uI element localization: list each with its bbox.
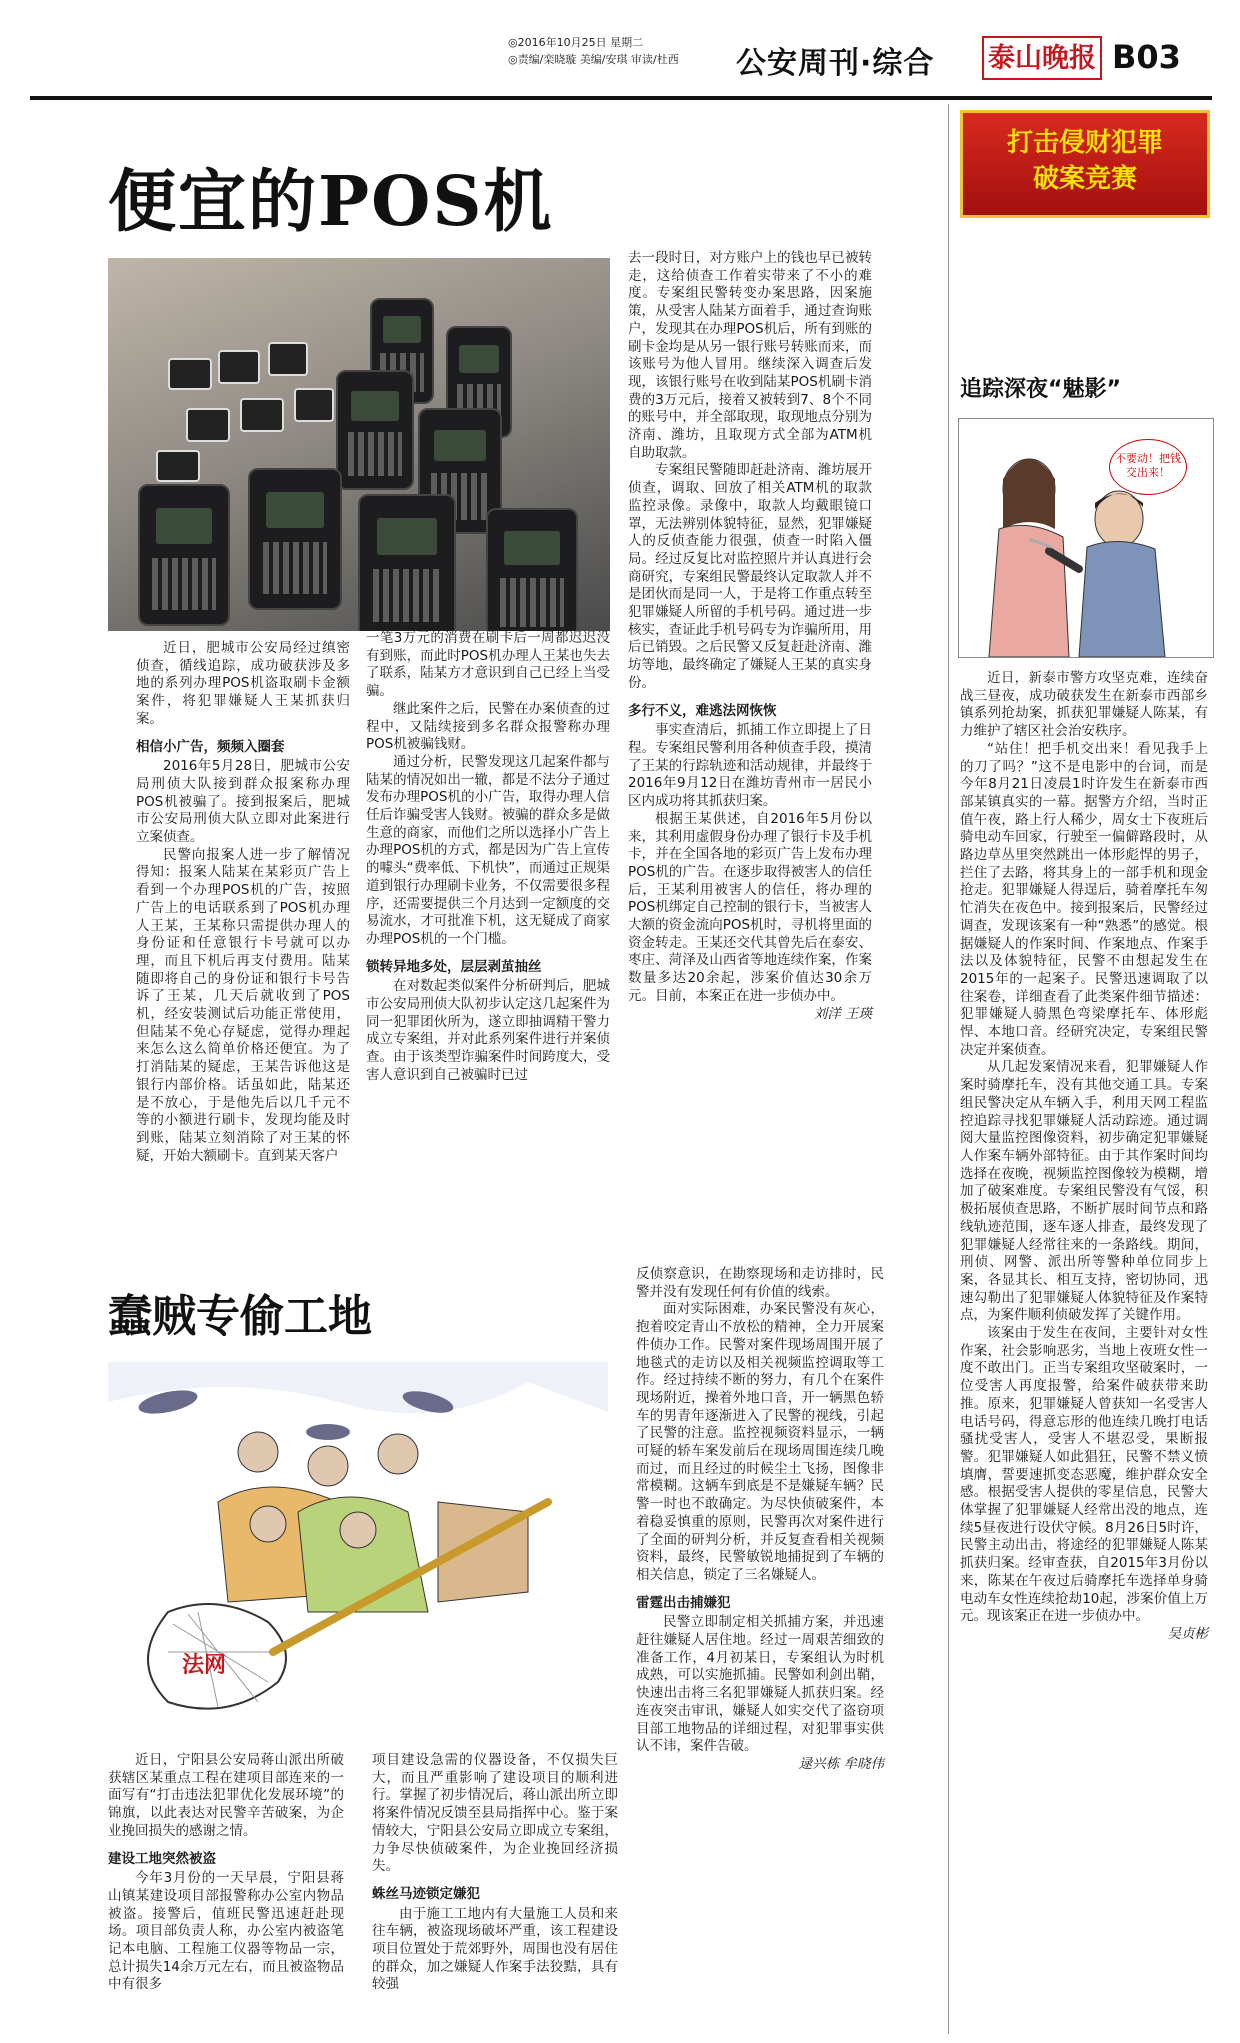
story3-headline: 蠢贼专偷工地 <box>108 1291 372 1342</box>
paragraph: 2016年5月28日，肥城市公安局刑侦大队接到群众报案称办理POS机被骗了。接到报案后，肥城市公安局刑侦大队立即对此案进行立案侦查。 <box>136 758 350 846</box>
pos-device <box>248 468 342 610</box>
paragraph: 反侦察意识，在勘察现场和走访排时，民警并没有发现任何有价值的线索。 <box>636 1266 884 1300</box>
paragraph: 今年3月份的一天早晨，宁阳县蒋山镇某建设项目部报警称办公室内物品被盗。接警后，值班民警迅速赶赴现场。项目部负责人称，办公室内被盗笔记本电脑、工程施工仪器等物品一宗，总计损失14余万元左右，而且被盗物品中有很多 <box>108 1870 344 1993</box>
paragraph: 近日，新泰市警方攻坚克难，连续奋战三昼夜，成功破获发生在新泰市西部乡镇系列抢劫案，抓获犯罪嫌疑人陈某，有力维护了辖区社会治安秩序。 <box>960 670 1208 740</box>
robbery-cartoon <box>958 418 1214 658</box>
story3-column-1 <box>108 1752 344 1994</box>
card-reader <box>294 388 334 422</box>
page-number: B03 <box>1112 38 1181 76</box>
net-label: 法网 <box>182 1653 227 1678</box>
card-reader <box>186 408 230 442</box>
paragraph: 近日，宁阳县公安局蒋山派出所破获辖区某重点工程在建项目部连来的一面写有“打击违法犯罪优化发展环境”的锦旗，以此表达对民警辛苦破案，为企业挽回损失的感谢之情。 <box>108 1752 344 1839</box>
paragraph: 专案组民警随即赶赴济南、潍坊展开侦查，调取、回放了相关ATM机的取款监控录像。录像中，取款人均戴眼镜口罩，无法辨别体貌特征，显然，犯罪嫌疑人的反侦查能力很强，侦查一时陷入僵局。经过反复比对监控照片并认真进行会商研究，专案组民警最终认定取款人并不是团伙而是同一人，于是将工作重点转至犯罪嫌疑人所留的手机号码。通过进一步核实，查证此手机号码专为诈骗所用，用后已销毁。之后民警又反复赶赴济南、潍坊等地，最终确定了嫌疑人王某的真实身份。 <box>628 462 872 691</box>
paragraph: 去一段时日，对方账户上的钱也早已被转走，这给侦查工作着实带来了不小的难度。专案组民警转变办案思路，因案施策，从受害人陆某方面着手，通过查询账户，发现其在办理POS机后，所有到账的刷卡金均是从另一银行账号转账而来，而该账号为他人冒用。继续深入调查后发现，该银行账号在收到陆某POS机刷卡消费的3万元后，接着又被转到7、8个不同的账号中，并全部取现，取现地点分别为济南、潍坊，且取现方式全部为ATM机自助取款。 <box>628 250 872 461</box>
paragraph: 面对实际困难，办案民警没有灰心，抱着咬定青山不放松的精神，全力开展案件侦办工作。民警对案件现场周围开展了地毯式的走访以及相关视频监控调取等工作。经过持续不断的努力，有几个在案件现场附近，操着外地口音，开一辆黑色轿车的男青年逐渐进入了民警的视线，引起了民警的注意。监控视频资料显示，一辆可疑的轿车案发前后在现场周围连续几晚而过，而且经过的时候尘土飞扬，图像非常模糊。这辆车到底是不是嫌疑车辆？民警一时也不敢确定。为尽快侦破案件，本着稳妥慎重的原则，民警再次对案件进行了全面的研判分析，并反复查看相关视频资料，最终，民警敏锐地捕捉到了车辆的相关信息，锁定了三名嫌疑人。 <box>636 1301 884 1583</box>
subheading: 建设工地突然被盗 <box>108 1850 216 1867</box>
story2-headline: 追踪深夜“魅影” <box>960 377 1121 402</box>
card-reader <box>218 350 260 384</box>
banner-line2: 破案竞赛 <box>1032 164 1137 194</box>
date-line: ◎2016年10月25日 星期二 <box>508 36 644 49</box>
card-reader <box>168 358 212 390</box>
speech-bubble: 不要动！把钱交出来！ <box>1109 439 1187 495</box>
card-reader <box>240 398 284 432</box>
paragraph: 项目建设急需的仪器设备，不仅损失巨大，而且严重影响了建设项目的顺利进行。掌握了初步情况后，蒋山派出所立即将案件情况反馈至县局指挥中心。鉴于案情较大，宁阳县公安局立即成立专案组，力争尽快侦破案件，为企业挽回经济损失。 <box>372 1752 618 1875</box>
card-reader <box>268 342 308 376</box>
subheading: 雷霆出击捕嫌犯 <box>636 1594 731 1611</box>
thieves-net-illustration <box>108 1362 608 1740</box>
story1-column-1 <box>136 640 350 1165</box>
story3-column-2 <box>372 1752 618 1994</box>
paragraph: 根据王某供述，自2016年5月份以来，其利用虚假身份办理了银行卡及手机卡，并在全国各地的彩页广告上发布办理POS机的广告。在逐步取得被害人的信任后，王某利用被害人的信任，将办理的POS机绑定自己控制的银行卡，当被害人大额的资金流向POS机时，寻机将里面的资金转走。王某还交代其曾先后在泰安、枣庄、菏泽及山西省等地连续作案，作案数量多达20余起，涉案价值达30余万元。目前，本案正在进一步侦办中。 <box>628 810 872 1004</box>
newspaper-logo: 泰山晚报 <box>982 36 1102 80</box>
card-reader <box>156 450 200 482</box>
campaign-banner <box>960 110 1210 218</box>
net-cartoon <box>108 1362 608 1740</box>
byline: 刘洋 王瑛 <box>813 1005 872 1022</box>
pos-device <box>486 508 578 631</box>
banner-line1: 打击侵财犯罪 <box>1006 128 1163 158</box>
paragraph: 由于施工工地内有大量施工人员和来往车辆，被盗现场破坏严重，该工程建设项目位置处于荒郊野外，周围也没有居住的群众，加之嫌疑人作案手法狡黠，具有较强 <box>372 1905 618 1993</box>
subheading: 锁转异地多处，层层剥茧抽丝 <box>366 958 542 975</box>
pos-device <box>336 370 414 490</box>
subheading: 多行不义，难逃法网恢恢 <box>628 702 777 719</box>
header-rule <box>30 96 1212 100</box>
header-info <box>508 34 722 68</box>
column-divider <box>948 104 949 2034</box>
paragraph: 民警立即制定相关抓捕方案，并迅速赶往嫌疑人居住地。经过一周艰苦细致的准备工作，4月初某日，专案组认为时机成熟，可以实施抓捕。民警如利剑出鞘，快速出击将三名犯罪嫌疑人抓获归案。经连夜突击审讯，嫌疑人如实交代了盗窃项目部工地物品的详细过程，对犯罪事实供认不讳，案件告破。 <box>636 1614 884 1755</box>
paragraph: 继此案件之后，民警在办案侦查的过程中，又陆续接到多名群众报警称办理POS机被骗钱财。 <box>366 700 610 753</box>
story1-headline: 便宜的POS机 <box>108 162 554 242</box>
story2-body <box>960 670 1208 1644</box>
paragraph: 近日，肥城市公安局经过缜密侦查，循线追踪，成功破获涉及多地的系列办理POS机盗取刷卡金额案件，将犯罪嫌疑人王某抓获归案。 <box>136 640 350 727</box>
section-title: 公安周刊·综合 <box>736 46 935 81</box>
paragraph: 一笔3万元的消费在刷卡后一周都迟迟没有到账，而此时POS机办理人王某也失去了联系，陆某方才意识到自己已经上当受骗。 <box>366 630 610 700</box>
paragraph: “站住！把手机交出来！看见我手上的刀了吗？”这不是电影中的台词，而是今年8月21日凌晨1时许发生在新泰市西部某镇真实的一幕。据警方介绍，当时正值午夜，路上行人稀少，周女士下夜班后骑电动车回家，行驶至一偏僻路段时，从路边草丛里突然跳出一体形彪悍的男子，拦住了去路，将其身上的一部手机和现金抢走。犯罪嫌疑人得逞后，骑着摩托车匆忙消失在夜色中。接到报案后，民警经过调查，发现该案有一种“熟悉”的感觉。根据嫌疑人的作案时间、作案地点、作案手法以及体貌特征，民警不由想起发生在2015年的一起案子。民警迅速调取了以往案卷，详细查看了此类案件细节描述：犯罪嫌疑人骑黑色弯梁摩托车、体形彪悍、本地口音。经研究决定，专案组民警决定并案侦查。 <box>960 740 1208 1058</box>
pos-device <box>138 484 230 626</box>
paragraph: 该案由于发生在夜间，主要针对女性作案，社会影响恶劣，当地上夜班女性一度不敢出门。正当专案组攻坚破案时，一位受害人再度报警，给案件破获带来助推。原来，犯罪嫌疑人曾获知一名受害人电话号码，得意忘形的他连续几晚打电话骚扰受害人，受害人不堪忍受，果断报警。犯罪嫌疑人如此猖狂，民警不禁义愤填膺，誓要速抓变态恶魔，维护群众安全感。根据受害人提供的零星信息，民警大体掌握了犯罪嫌疑人经常出没的地点，连续5昼夜进行设伏守候。8月26日5时许，民警主动出击，将途经的犯罪嫌疑人陈某抓获归案。经审查获，自2015年3月份以来，陈某在午夜过后骑摩托车选择单身骑电动车女性连续抢劫10起，涉案价值上万元。现该案正在进一步侦办中。 <box>960 1325 1208 1625</box>
subheading: 相信小广告，频频入圈套 <box>136 738 285 755</box>
story3-column-3 <box>636 1266 884 1774</box>
paragraph: 事实查清后，抓捕工作立即提上了日程。专案组民警利用各种侦查手段，摸清了王某的行踪轨迹和活动规律，并最终于2016年9月12日在潍坊青州市一居民小区内成功将其抓获归案。 <box>628 722 872 810</box>
subheading: 蛛丝马迹锁定嫌犯 <box>372 1885 480 1902</box>
paragraph: 通过分析，民警发现这几起案件都与陆某的情况如出一辙，都是不法分子通过发布办理POS机的小广告，取得办理人信任后诈骗受害人钱财。被骗的群众多是做生意的商家，而他们之所以选择小广告上办理POS机的方式，都是因为广告上宣传的噱头“费率低、下机快”，而通过正规渠道到银行办理刷卡业务，不仅需要很多程序，还需要提供三个月达到一定额度的交易流水，才可批准下机，这无疑成了商家办理POS机的一个门槛。 <box>366 753 610 947</box>
byline: 逯兴栋 牟晓伟 <box>798 1755 884 1772</box>
pos-device <box>358 494 456 631</box>
paragraph: 从几起发案情况来看，犯罪嫌疑人作案时骑摩托车，没有其他交通工具。专案组民警决定从车辆入手，利用天网工程监控追踪寻找犯罪嫌疑人活动踪迹。通过调阅大量监控图像资料，初步确定犯罪嫌疑人作案车辆外部特征。由于其作案时间均选择在夜晚，视频监控图像较为模糊，增加了破案难度。专案组民警没有气馁，积极拓展侦查思路，不断扩展时间节点和路线轨迹范围，逐车逐人排查，最终发现了犯罪嫌疑人经常往来的一条路线。期间，刑侦、网警、派出所等警种单位同步上案，各显其长、相互支持，密切协同，迅速勾勒出了犯罪嫌疑人体貌特征及作案特点，为案件顺利侦破发挥了关键作用。 <box>960 1059 1208 1324</box>
editor-line: ◎责编/栾晓璇 美编/安琪 审读/杜西 <box>508 53 679 66</box>
byline: 吴贞彬 <box>1167 1625 1208 1642</box>
story1-column-3 <box>628 250 872 1023</box>
pos-machines-photo <box>108 258 610 631</box>
paragraph: 在对数起类似案件分析研判后，肥城市公安局刑侦大队初步认定这几起案件为同一犯罪团伙所为，遂立即抽调精干警力成立专案组，并对此系列案件进行并案侦查。由于该类型诈骗案件时间跨度大，受害人意识到自己被骗时已过 <box>366 978 610 1083</box>
paragraph: 民警向报案人进一步了解情况得知：报案人陆某在某彩页广告上看到一个办理POS机的广告，按照广告上的电话联系到了POS机办理人王某，王某称只需提供办理人的身份证和任意银行卡号就可以办理，而且下机后再支付费用。陆某随即将自己的身份证和银行卡号告诉了王某，几天后就收到了POS机，经安装测试后功能正常使用，但陆某不免心存疑虑，觉得办理起来怎么这么简单价格还便宜。为了打消陆某的疑虑，王某告诉他这是银行内部价格。话虽如此，陆某还是不放心，于是他先后以几千元不等的小额进行刷卡，发现均能及时到账，陆某立刻消除了对王某的怀疑，开始大额刷卡。直到某天客户 <box>136 846 350 1164</box>
story1-column-2 <box>366 630 610 1085</box>
